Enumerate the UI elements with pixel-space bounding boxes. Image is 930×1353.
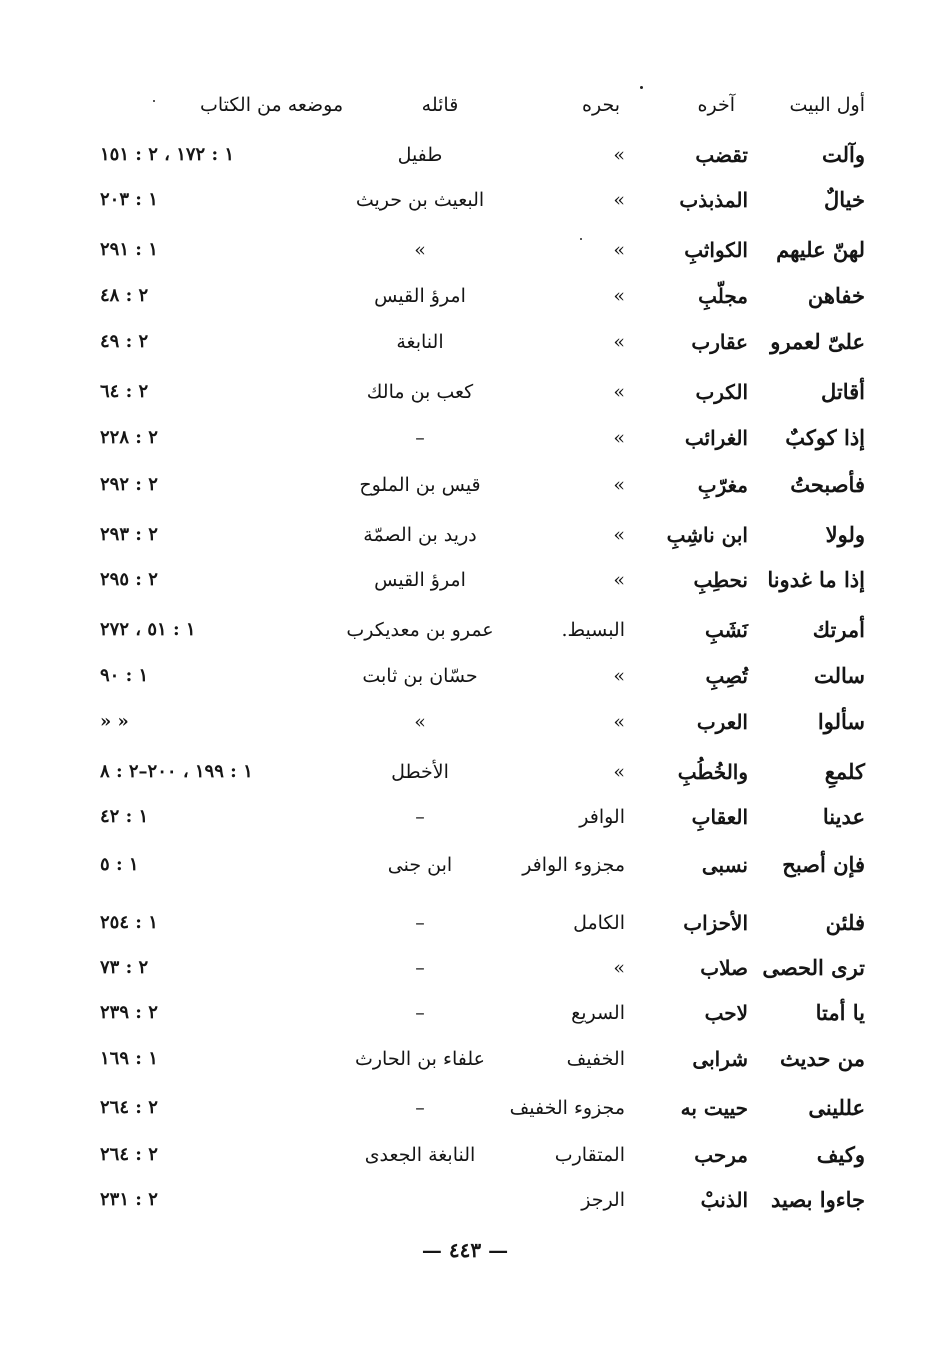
verse-location: ١ : ١٧٢ ، ٢ : ١٥١	[100, 144, 235, 165]
verse-first-words: علىّ لعمرو	[770, 329, 865, 354]
verse-meter: »	[613, 569, 625, 591]
verse-location: ١ : ٩٠	[100, 665, 149, 686]
verse-location: ١ : ١٦٩	[100, 1048, 158, 1069]
verse-first-words: جاءوا بصيد	[771, 1187, 865, 1212]
table-row	[100, 610, 865, 650]
verse-last-word: الكواثبِ	[684, 238, 748, 262]
verse-meter: »	[613, 427, 625, 449]
verse-location: ٢ : ٢٢٨	[100, 427, 158, 448]
verse-first-words: أمرتك	[812, 617, 865, 642]
verse-meter: الوافر	[579, 806, 625, 828]
table-row	[100, 1039, 865, 1079]
table-row	[100, 465, 865, 505]
verse-poet: كعب بن مالك	[366, 381, 474, 403]
verse-meter: »	[613, 711, 625, 733]
header-location: موضعه من الكتاب	[200, 94, 344, 116]
verse-location: » »	[100, 711, 129, 732]
verse-meter: »	[613, 239, 625, 261]
verse-first-words: فأصبحتُ	[790, 472, 865, 497]
verse-poet: امرؤ القيس	[374, 569, 466, 591]
verse-last-word: لاحب	[704, 1001, 748, 1025]
verse-first-words: عدينا	[822, 804, 865, 829]
table-row	[100, 372, 865, 412]
verse-location: ١ : ١٩٩ ، ٢٠٠–٢ : ٨	[100, 761, 253, 782]
table-row	[100, 903, 865, 943]
verse-location: ٢ : ٢٩٢	[100, 474, 158, 495]
verse-first-words: فلئن	[825, 910, 865, 935]
verse-poet: النابغة الجعدى	[364, 1144, 476, 1166]
header-poet: قائله	[421, 94, 459, 116]
verse-location: ٢ : ٢٣١	[100, 1189, 158, 1210]
verse-last-word: المذبذب	[679, 188, 748, 212]
verse-first-words: وكيف	[816, 1142, 865, 1167]
verse-meter: السريع	[571, 1002, 625, 1024]
verse-location: ١ : ٥١ ، ٢٧٢	[100, 619, 196, 640]
verse-poet: حسّان بن ثابت	[362, 665, 478, 687]
verse-meter: »	[613, 524, 625, 546]
verse-first-words: وآلت	[822, 142, 865, 167]
table-row	[100, 560, 865, 600]
verse-last-word: ابن ناشِبِ	[666, 523, 748, 547]
table-row	[100, 135, 865, 175]
verse-meter: الخفيف	[566, 1048, 625, 1070]
table-row	[100, 845, 865, 885]
table-row	[100, 322, 865, 362]
verse-meter: الرجز	[581, 1189, 625, 1211]
verse-poet: »	[414, 711, 426, 733]
verse-poet: طفيل	[397, 144, 443, 166]
verse-meter: البسيط.	[561, 619, 625, 641]
header-first-words: أول البيت	[789, 94, 865, 116]
verse-location: ٢ : ٢٣٩	[100, 1002, 158, 1023]
verse-location: ٢ : ٧٣	[100, 957, 149, 978]
verse-first-words: إذا كوكبٌ	[785, 425, 865, 450]
table-row	[100, 276, 865, 316]
verse-location: ٢ : ٢٩٣	[100, 524, 158, 545]
verse-poet: النابغة	[396, 331, 444, 353]
verse-location: ١ : ٥	[100, 854, 139, 875]
verse-meter: »	[613, 761, 625, 783]
verse-location: ١ : ٤٢	[100, 806, 149, 827]
verse-location: ١ : ٢٩١	[100, 239, 158, 260]
verse-meter: مجزوء الخفيف	[509, 1097, 625, 1119]
verse-meter: »	[613, 474, 625, 496]
header-meter: بحره	[582, 94, 620, 116]
header-last-word: آخره	[697, 94, 735, 116]
verse-last-word: حييت به	[680, 1096, 748, 1120]
verse-meter: المتقارب	[554, 1144, 625, 1166]
verse-meter: »	[613, 381, 625, 403]
verse-meter: »	[613, 957, 625, 979]
verse-first-words: سالت	[813, 663, 865, 688]
verse-first-words: لهنّ عليهم	[776, 237, 865, 262]
verse-poet: »	[414, 239, 426, 261]
verse-first-words: فإن أصبح	[782, 852, 865, 877]
verse-last-word: نَشَبِ	[704, 618, 748, 642]
table-row	[100, 515, 865, 555]
verse-poet: –	[415, 957, 425, 979]
table-row	[100, 948, 865, 988]
verse-last-word: نسبى	[701, 853, 748, 877]
verse-poet: البعيث بن حريث	[355, 189, 485, 211]
table-row	[100, 230, 865, 270]
verse-last-word: العقابِ	[691, 805, 748, 829]
verse-poet	[325, 1180, 515, 1220]
table-row	[100, 1180, 865, 1220]
verse-meter: »	[613, 189, 625, 211]
verse-last-word: مغرّبِ	[697, 473, 748, 497]
verse-first-words: من حديث	[779, 1046, 865, 1071]
verse-poet: دريد بن الصمّة	[363, 524, 477, 546]
verse-poet: امرؤ القيس	[374, 285, 466, 307]
verse-first-words: ولولا	[825, 522, 865, 547]
verse-meter: »	[613, 285, 625, 307]
print-speck	[580, 238, 582, 240]
verse-first-words: ترى الحصى	[762, 955, 865, 980]
table-header	[100, 85, 865, 125]
verse-meter: »	[613, 665, 625, 687]
verse-meter: »	[613, 331, 625, 353]
verse-last-word: صلاب	[700, 956, 748, 980]
table-row	[100, 418, 865, 458]
verse-poet: قيس بن الملوح	[359, 474, 481, 496]
verse-poet: –	[415, 427, 425, 449]
table-row	[100, 797, 865, 837]
verse-location: ٢ : ٢٦٤	[100, 1144, 158, 1165]
verse-poet: الأخطل	[391, 761, 449, 783]
table-row	[100, 702, 865, 742]
verse-last-word: الغرائب	[684, 426, 748, 450]
verse-poet: ابن جنى	[387, 854, 453, 876]
verse-last-word: تُصِبِ	[705, 664, 748, 688]
table-row	[100, 752, 865, 792]
verse-last-word: والخُطُبِ	[677, 760, 748, 784]
verse-last-word: نحطِبِ	[693, 568, 748, 592]
verse-first-words: إذا ما غدونا	[767, 567, 865, 592]
verse-poet: –	[415, 912, 425, 934]
verse-meter: »	[613, 144, 625, 166]
verse-last-word: الأحزاب	[683, 911, 748, 935]
verse-last-word: عقارب	[691, 330, 748, 354]
verse-first-words: كلمعِ	[824, 759, 865, 784]
verse-location: ٢ : ٦٤	[100, 381, 149, 402]
verse-last-word: الكرب	[695, 380, 748, 404]
verse-first-words: سألوا	[817, 709, 865, 734]
verse-poet: –	[415, 1002, 425, 1024]
verse-last-word: العرب	[696, 710, 748, 734]
verse-last-word: الذنبْ	[700, 1188, 748, 1212]
verse-location: ٢ : ٢٦٤	[100, 1097, 158, 1118]
verse-last-word: مجلّبِ	[698, 284, 748, 308]
verse-poet: –	[415, 806, 425, 828]
verse-last-word: شرابى	[692, 1047, 748, 1071]
verse-location: ٢ : ٤٨	[100, 285, 149, 306]
table-row	[100, 656, 865, 696]
verse-poet: عمرو بن معديكرب	[346, 619, 494, 641]
print-speck	[640, 86, 643, 89]
verse-location: ٢ : ٤٩	[100, 331, 149, 352]
page-number: — ٤٤٣ —	[421, 1238, 509, 1262]
verse-first-words: أقاتل	[820, 379, 865, 404]
verse-meter: الكامل	[573, 912, 625, 934]
table-row	[100, 1088, 865, 1128]
verse-location: ١ : ٢٠٣	[100, 189, 158, 210]
verse-poet: –	[415, 1097, 425, 1119]
verse-meter: مجزوء الوافر	[522, 854, 625, 876]
verse-last-word: تقضب	[695, 143, 748, 167]
verse-first-words: يا أمتا	[815, 1000, 865, 1025]
verse-location: ١ : ٢٥٤	[100, 912, 158, 933]
verse-first-words: عللينى	[808, 1095, 865, 1120]
table-row	[100, 180, 865, 220]
verse-location: ٢ : ٢٩٥	[100, 569, 158, 590]
verse-first-words: خيالٌ	[824, 187, 865, 212]
verse-last-word: مرحب	[694, 1143, 748, 1167]
print-speck	[153, 100, 155, 102]
table-row	[100, 1135, 865, 1175]
verse-first-words: خفاهن	[807, 283, 865, 308]
table-row	[100, 993, 865, 1033]
verse-poet: علفاء بن الحارث	[355, 1048, 485, 1070]
